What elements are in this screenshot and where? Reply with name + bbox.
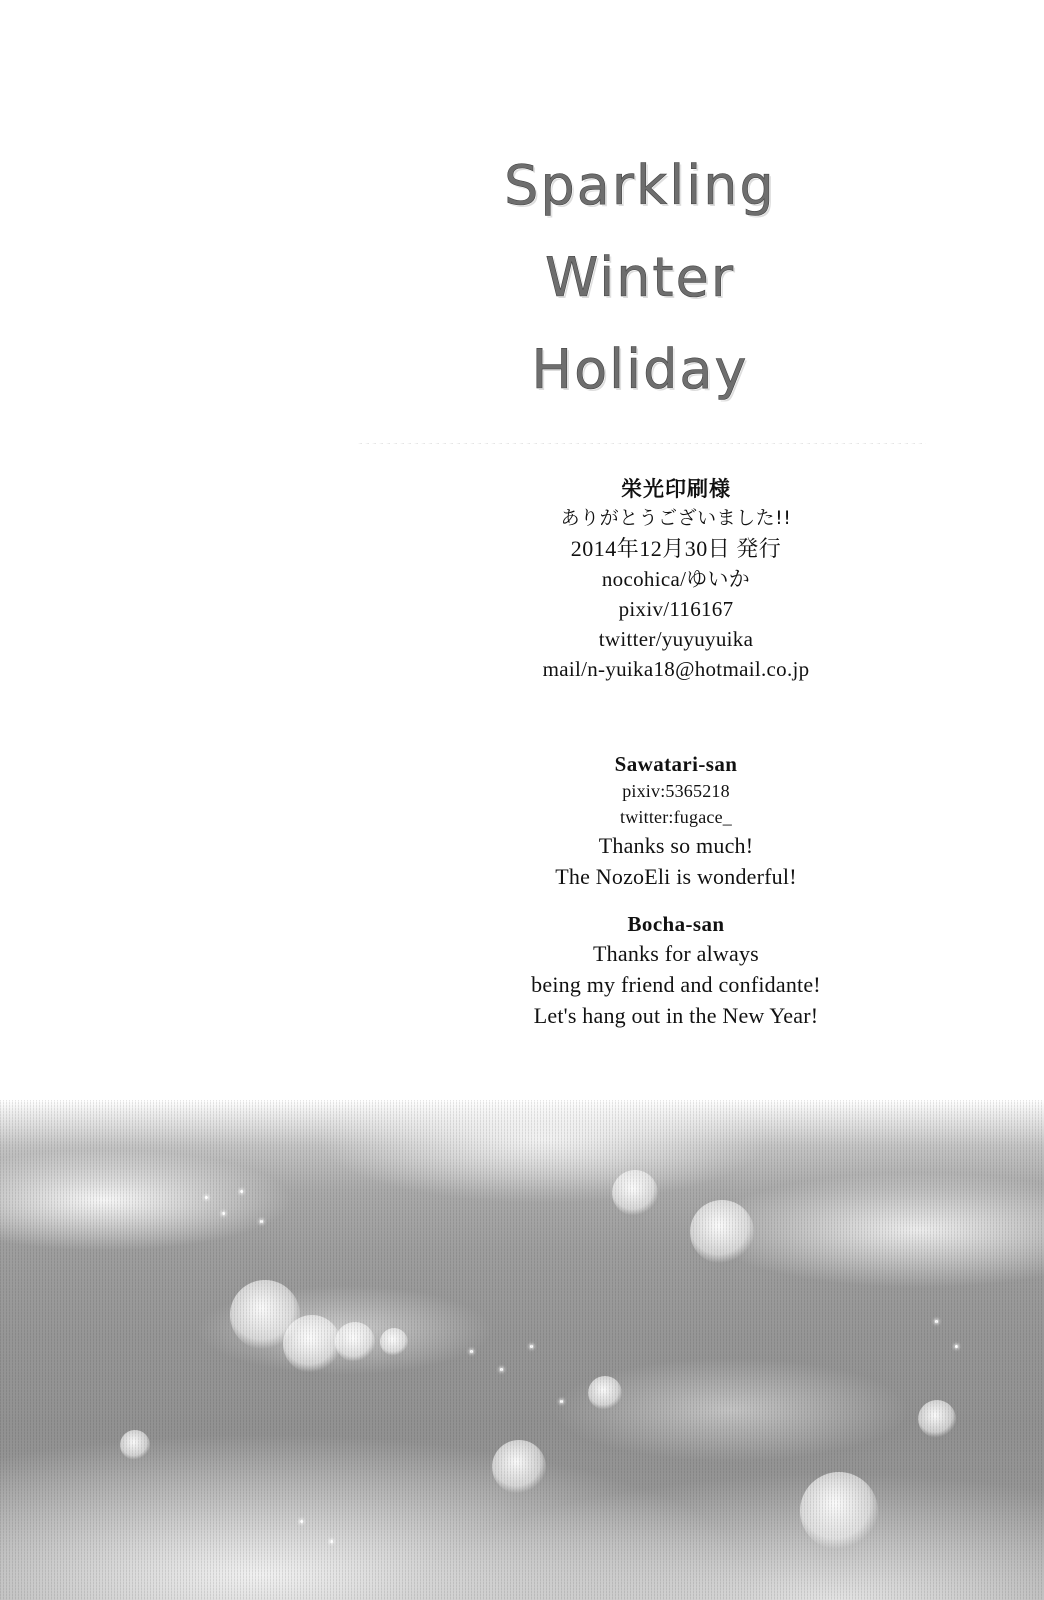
thanks-twitter: twitter:fugace_ — [620, 807, 732, 827]
title-line-2: Winter — [340, 232, 940, 324]
special-thanks-block — [426, 750, 926, 1031]
title-line-3: Holiday — [340, 324, 940, 416]
page-title — [340, 140, 940, 416]
thanks-message-line: The NozoEli is wonderful! — [555, 864, 797, 889]
publish-date: 2014年12月30日 発行 — [570, 536, 782, 561]
thanks-pixiv: pixiv:5365218 — [622, 781, 730, 801]
thanks-entry — [426, 750, 926, 892]
thanks-message-line: Let's hang out in the New Year! — [533, 1003, 819, 1028]
circle-name: nocohica/ゆいか — [601, 567, 751, 591]
thanks-name: Sawatari-san — [614, 752, 738, 776]
thanks-message-line: being my friend and confidante! — [531, 972, 821, 997]
title-line-1: Sparkling — [340, 140, 940, 232]
mail-address: mail/n-yuika18@hotmail.co.jp — [542, 657, 810, 681]
thanks-name: Bocha-san — [627, 912, 725, 936]
artwork-halftone — [0, 1100, 1044, 1600]
pixiv-id: pixiv/116167 — [618, 597, 734, 621]
thanks-message-line: Thanks for always — [593, 941, 759, 966]
bottom-artwork — [0, 1100, 1044, 1600]
printer-thanks: ありがとうございました!! — [560, 507, 792, 529]
divider — [358, 443, 926, 444]
colophon-block — [426, 474, 926, 684]
thanks-entry — [426, 910, 926, 1031]
thanks-message-line: Thanks so much! — [598, 833, 754, 858]
twitter-handle: twitter/yuyuyuika — [598, 627, 754, 651]
printer-name: 栄光印刷様 — [621, 477, 731, 501]
